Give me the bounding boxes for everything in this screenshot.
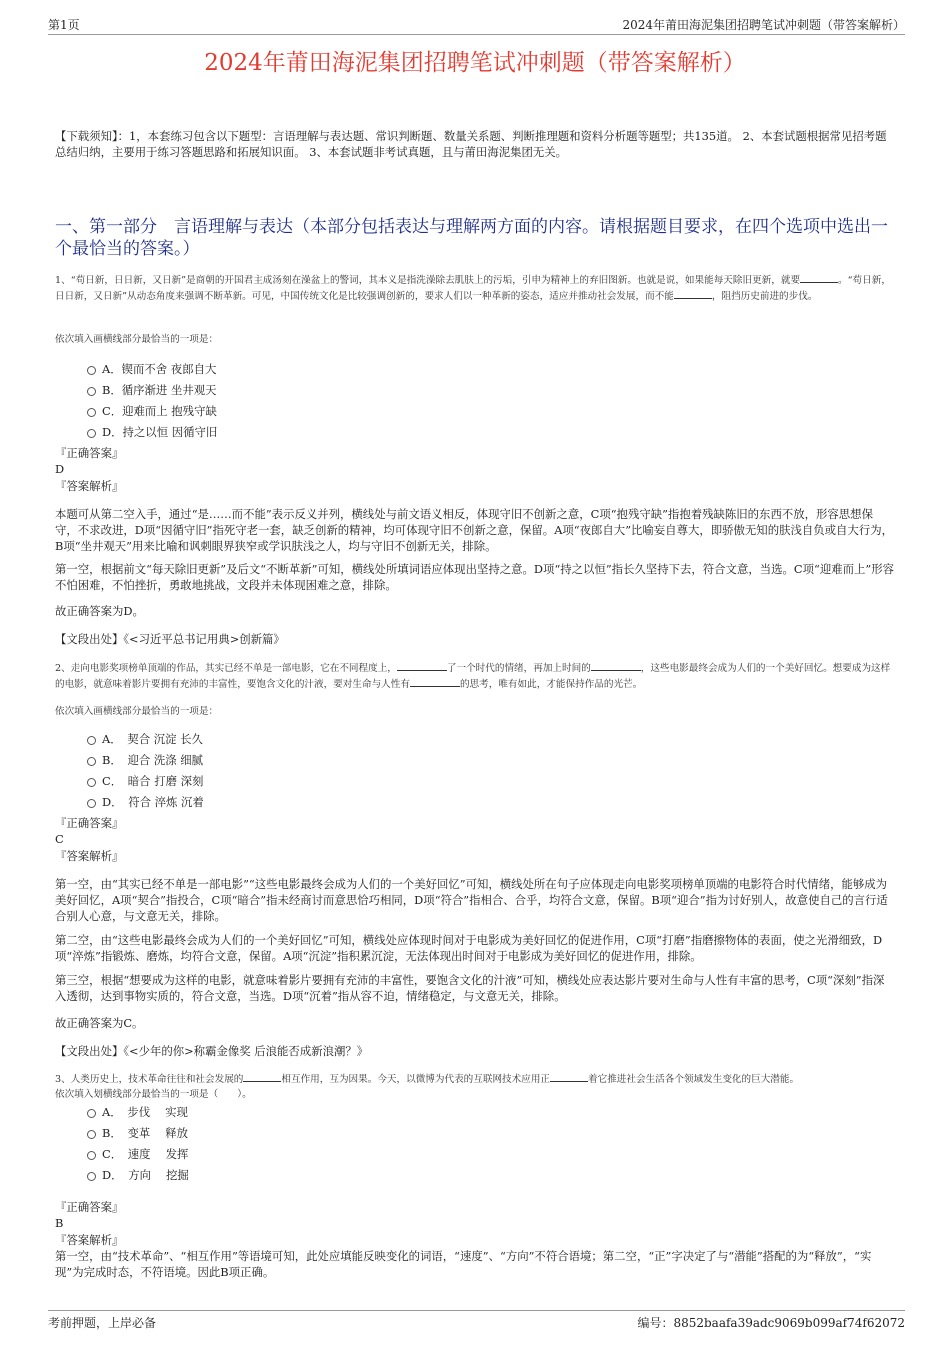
question-2-stem: 2、走向电影奖项榜单顶端的作品，其实已经不单是一部电影，它在不同程度上， 了一个时代的情绪，再加上时间的 ，这些电影最终会成为人们的一个美好回忆。想要成为这样的电影，就意味着影片要拥有充沛的丰富性，要饱含文化的汁液，要对生命与人性有 的思考，唯有如此，才能保持作品的光芒。 xyxy=(55,660,895,692)
q3-option-a[interactable]: A． 步伐 实现 xyxy=(87,1104,188,1120)
q2-option-b[interactable]: B． 迎合 洗涤 细腻 xyxy=(87,752,203,768)
radio-icon xyxy=(87,1130,96,1139)
footer-code: 编号：8852baafa39adc9069b099af74f62072 xyxy=(637,1316,905,1330)
radio-icon xyxy=(87,799,96,808)
radio-icon xyxy=(87,1172,96,1181)
q1-analysis-label: 『答案解析』 xyxy=(55,479,124,493)
radio-icon xyxy=(87,408,96,417)
radio-icon xyxy=(87,1151,96,1160)
q3-answer-label: 『正确答案』 xyxy=(55,1200,124,1214)
q3-analysis: 第一空，由“技术革命”、“相互作用”等语境可知，此处应填能反映变化的词语，“速度”、“方向”不符合语境；第二空，“正”字决定了与“潜能”搭配的为“释放”，“实现”为完成时态，不符语境。因此B项正确。 xyxy=(55,1249,872,1279)
q3-option-c[interactable]: C． 速度 发挥 xyxy=(87,1146,188,1162)
q1-analysis-3: 故正确答案为D。 xyxy=(55,604,144,618)
q2-option-d[interactable]: D． 符合 淬炼 沉着 xyxy=(87,794,204,810)
question-3-stem: 3、人类历史上，技术革命往往和社会发展的 相互作用，互为因果。今天，以微博为代表的互联网技术应用正 着它推进社会生活各个领域发生变化的巨大潜能。 依次填入划横线部分最恰当的一项是（ ）。 xyxy=(55,1071,895,1102)
radio-icon xyxy=(87,1109,96,1118)
section-heading: 一、第一部分 言语理解与表达（本部分包括表达与理解两方面的内容。请根据题目要求，在四个选项中选出一个最恰当的答案。） xyxy=(55,217,888,259)
document-title: 2024年莆田海泥集团招聘笔试冲刺题（带答案解析） xyxy=(204,50,746,76)
q1-option-d[interactable]: D．持之以恒 因循守旧 xyxy=(87,424,217,440)
q1-source: 【文段出处】《<习近平总书记用典>创新篇》 xyxy=(55,632,285,646)
radio-icon xyxy=(87,778,96,787)
q3-analysis-label: 『答案解析』 xyxy=(55,1233,124,1247)
q1-analysis-1: 本题可从第二空入手，通过“是……而不能”表示反义并列，横线处与前文语义相反，体现守旧不创新之意，C项“抱残守缺”指抱着残缺陈旧的东西不放，形容思想保守，不求改进，D项“因循守旧”指死守老一套，缺乏创新的精神，均可体现守旧不创新之意，保留。A项“夜郎自大”比喻妄自尊大，即骄傲无知的肤浅自负或自大行为，B项“坐井观天”用来比喻和讽刺眼界狭窄或学识肤浅之人，均与守旧不创新无关，排除。 xyxy=(55,507,893,553)
q2-option-a[interactable]: A． 契合 沉淀 长久 xyxy=(87,731,203,747)
radio-icon xyxy=(87,387,96,396)
page-header xyxy=(48,14,905,35)
q3-answer: B xyxy=(55,1216,64,1230)
q2-answer-label: 『正确答案』 xyxy=(55,816,124,830)
radio-icon xyxy=(87,429,96,438)
q3-option-d[interactable]: D． 方向 挖掘 xyxy=(87,1167,189,1183)
q2-answer: C xyxy=(55,832,64,846)
q2-analysis-3: 第三空，根据“想要成为这样的电影，就意味着影片要拥有充沛的丰富性，要饱含文化的汁液”可知，横线处应表达影片要对生命与人性有丰富的思考，C项“深刻”指深入透彻，达到事物实质的，符合文意，当选。D项“沉着”指从容不迫，情绪稳定，与文意无关，排除。 xyxy=(55,973,885,1003)
q1-answer: D xyxy=(55,462,65,476)
question-1-stem: 1、“苟日新，日日新，又日新”是商朝的开国君主成汤刻在澡盆上的警词，其本义是指洗澡除去肌肤上的污垢，引申为精神上的弃旧图新。也就是说，如果能每天除旧更新，就要 。“苟日新，日日新，又日新”从动态角度来强调不断革新。可见，中国传统文化是比较强调创新的，要求人们以一种革新的姿态，适应并推动社会发展，而不能 ，阻挡历史前进的步伐。 xyxy=(55,272,895,304)
footer-slogan: 考前押题，上岸必备 xyxy=(48,1316,157,1330)
radio-icon xyxy=(87,757,96,766)
q3-option-b[interactable]: B． 变革 释放 xyxy=(87,1125,188,1141)
q2-source: 【文段出处】《<少年的你>称霸金像奖 后浪能否成新浪潮？》 xyxy=(55,1044,369,1058)
radio-icon xyxy=(87,366,96,375)
q2-analysis-1: 第一空，由“其实已经不单是一部电影”“这些电影最终会成为人们的一个美好回忆”可知，横线处所在句子应体现走向电影奖项榜单顶端的电影符合时代情绪，能够成为美好回忆，A项“契合”指投合，C项“暗合”指未经商讨而意思恰巧相同，D项“符合”指相合、合乎，均符合文意，保留。B项“迎合”指为讨好别人，故意使自己的言行适合别人心意，与文意无关，排除。 xyxy=(55,877,888,923)
download-notice: 【下载须知】：1，本套练习包含以下题型：言语理解与表达题、常识判断题、数量关系题、判断推理题和资料分析题等题型；共135道。 2、本套试题根据常见招考题总结归纳，主要用于练习答题思路和拓展知识面。 3、本套试题非考试真题，且与莆田海泥集团无关。 xyxy=(55,129,887,159)
page-number: 第1页 xyxy=(48,18,80,32)
question-2-prompt: 依次填入画横线部分最恰当的一项是： xyxy=(55,706,219,717)
q1-answer-label: 『正确答案』 xyxy=(55,446,124,460)
q1-option-c[interactable]: C．迎难而上 抱残守缺 xyxy=(87,403,217,419)
q1-analysis-2: 第一空，根据前文“每天除旧更新”及后文“不断革新”可知，横线处所填词语应体现出坚持之意。D项“持之以恒”指长久坚持下去，符合文意，当选。C项“迎难而上”形容不怕困难，不怕挫折，勇敢地挑战，文段并未体现困难之意，排除。 xyxy=(55,562,895,592)
page-footer xyxy=(48,1310,905,1331)
question-1-prompt: 依次填入画横线部分最恰当的一项是： xyxy=(55,334,219,345)
q2-analysis-label: 『答案解析』 xyxy=(55,849,124,863)
question-3-prompt: 依次填入划横线部分最恰当的一项是（ ）。 xyxy=(55,1089,252,1100)
radio-icon xyxy=(87,736,96,745)
q2-option-c[interactable]: C． 暗合 打磨 深刻 xyxy=(87,773,203,789)
q1-option-a[interactable]: A．锲而不舍 夜郎自大 xyxy=(87,361,216,377)
q2-analysis-4: 故正确答案为C。 xyxy=(55,1016,144,1030)
header-doc-title: 2024年莆田海泥集团招聘笔试冲刺题（带答案解析） xyxy=(622,18,905,32)
q2-analysis-2: 第二空，由“这些电影最终会成为人们的一个美好回忆”可知，横线处应体现时间对于电影成为美好回忆的促进作用，C项“打磨”指磨擦物体的表面，使之光滑细致，D项“淬炼”指锻炼、磨炼，均符合文意，保留。A项“沉淀”指积累沉淀，无法体现出时间对于电影成为美好回忆的促进作用，排除。 xyxy=(55,933,883,963)
q1-option-b[interactable]: B．循序渐进 坐井观天 xyxy=(87,382,217,398)
